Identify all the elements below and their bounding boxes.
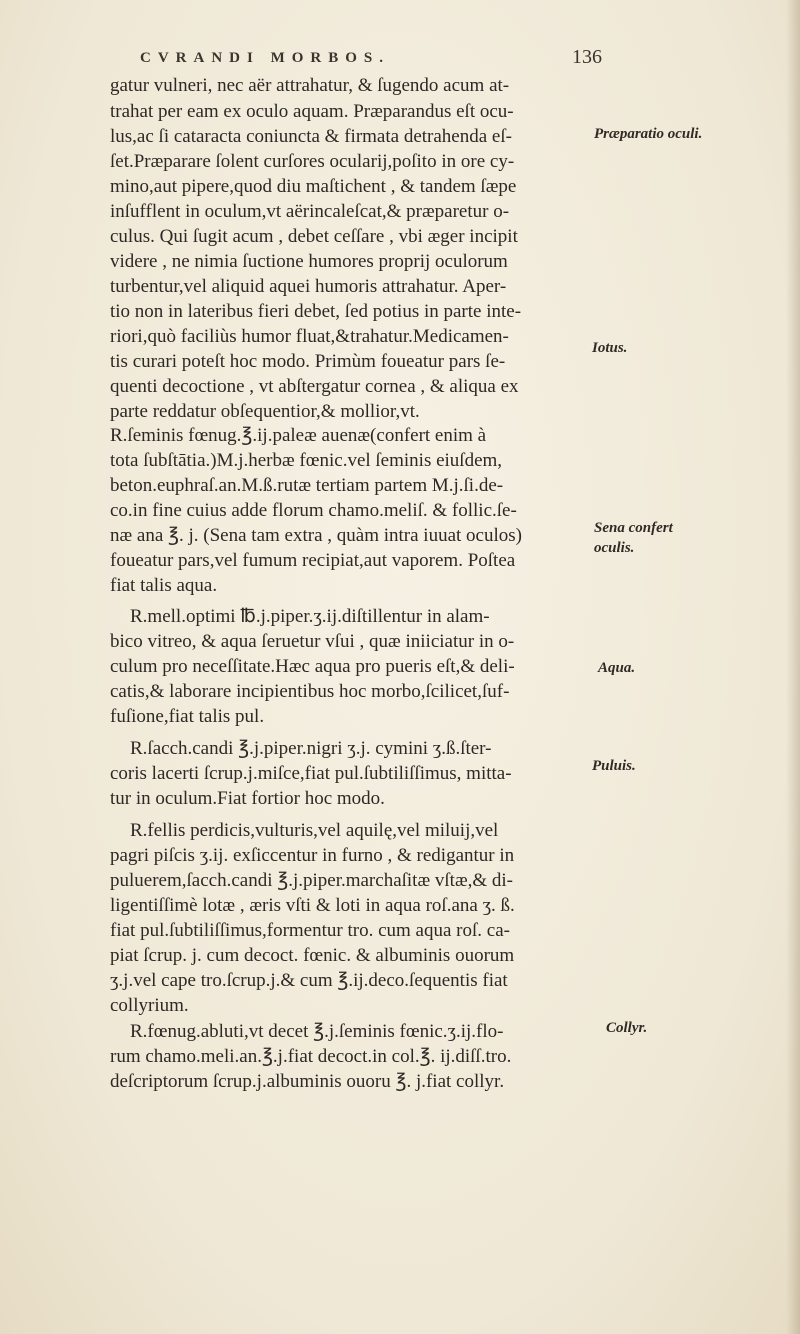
text-line: parte reddatur obſequentior,& mollior,vt.	[110, 401, 420, 422]
text-line: tur in oculum.Fiat fortior hoc modo.	[110, 788, 385, 809]
text-line: bico vitreo, & aqua ſeruetur vſui , quæ iniiciatur in o-	[110, 631, 515, 652]
text-line: culus. Qui ſugit acum , debet ceſſare , vbi æger incipit	[110, 226, 518, 247]
text-line: fuſione,fiat talis pul.	[110, 706, 265, 727]
text-line: lus,ac ſi cataracta coniuncta & firmata detrahenda eſ-	[110, 126, 512, 147]
text-line: collyrium.	[110, 995, 189, 1016]
marginal-note: Sena confert oculis.	[594, 520, 673, 556]
text-line: tio non in lateribus fieri debet, ſed potius in parte inte-	[110, 301, 522, 322]
page-number: 136	[572, 46, 602, 68]
marginal-note: Iotus.	[592, 340, 628, 356]
text-line: næ ana ℥. j. (Sena tam extra , quàm intra iuuat oculos)	[110, 525, 522, 546]
text-line: puluerem,ſacch.candi ℥.j.piper.marchaſitæ vſtæ,& di-	[110, 870, 513, 891]
text-line: deſcriptorum ſcrup.j.albuminis ouoru ℥. j.fiat collyr.	[110, 1071, 505, 1092]
text-line: ligentiſſimè lotæ , æris vſti & loti in aqua roſ.ana ʒ. ß.	[110, 895, 515, 916]
text-line: piat ſcrup. j. cum decoct. fœnic. & albuminis ouorum	[110, 945, 515, 966]
text-line: mino,aut pipere,quod diu maſtichent , & tandem ſæpe	[110, 176, 517, 197]
text-line: fiat talis aqua.	[110, 575, 218, 596]
text-line: co.in fine cuius adde florum chamo.meliſ. & follic.ſe-	[110, 500, 517, 521]
text-line: ʒ.j.vel cape tro.ſcrup.j.& cum ℥.ij.deco.ſequentis fiat	[110, 970, 508, 991]
marginal-note: Puluis.	[592, 758, 636, 774]
text-line: catis,& laborare incipientibus hoc morbo,ſcilicet,ſuf-	[110, 681, 510, 702]
marginal-note: Collyr.	[606, 1020, 648, 1036]
marginal-note: Aqua.	[598, 660, 636, 676]
text-line: videre , ne nimia ſuctione humores proprij oculorum	[110, 251, 508, 272]
text-line: beton.euphraſ.an.M.ß.rutæ tertiam partem M.j.ſi.de-	[110, 475, 504, 496]
text-line: inſufflent in oculum,vt aërincaleſcat,& præparetur o-	[110, 201, 510, 222]
text-line: pagri piſcis ʒ.ij. exſiccentur in furno , & redigantur in	[110, 845, 515, 866]
text-line: R.ſeminis fœnug.℥.ij.paleæ auenæ(confert enim à	[110, 425, 487, 446]
text-line: foueatur pars,vel fumum recipiat,aut vaporem. Poſtea	[110, 550, 516, 571]
text-line: R.fœnug.abluti,vt decet ℥.j.ſeminis fœnic.ʒ.ij.flo-	[130, 1021, 504, 1042]
text-line: quenti decoctione , vt abſtergatur cornea , & aliqua ex	[110, 376, 519, 397]
text-line: rum chamo.meli.an.℥.j.fiat decoct.in col.℥. ij.diſſ.tro.	[110, 1046, 512, 1067]
text-line: tota ſubſtātia.)M.j.herbæ fœnic.vel ſeminis eiuſdem,	[110, 450, 503, 471]
text-line: gatur vulneri, nec aër attrahatur, & ſugendo acum at-	[110, 75, 510, 96]
text-line: turbentur,vel aliquid aquei humoris attrahatur. Aper-	[110, 276, 507, 297]
text-line: ſet.Præparare ſolent curſores ocularij,poſito in ore cy-	[110, 151, 515, 172]
text-line: culum pro neceſſitate.Hæc aqua pro pueris eſt,& deli-	[110, 656, 515, 677]
text-line: R.fellis perdicis,vulturis,vel aquilę,vel miluij,vel	[130, 820, 499, 841]
text-line: R.ſacch.candi ℥.j.piper.nigri ʒ.j. cymini ʒ.ß.ſter-	[130, 738, 492, 759]
text-line: tis curari poteſt hoc modo. Primùm foueatur pars ſe-	[110, 351, 506, 372]
text-line: riori,quò faciliùs humor fluat,&trahatur.Medicamen-	[110, 326, 509, 347]
marginal-note: Præparatio oculi.	[594, 126, 703, 142]
page-edge-shadow	[786, 0, 800, 1334]
text-line: fiat pul.ſubtiliſſimus,formentur tro. cum aqua roſ. ca-	[110, 920, 510, 941]
text-line: trahat per eam ex oculo aquam. Præparandus eſt ocu-	[110, 101, 514, 122]
text-line: R.mell.optimi ℔.j.piper.ʒ.ij.diſtillentur in alam-	[130, 606, 490, 627]
running-title: CVRANDI MORBOS.	[140, 50, 391, 66]
text-line: coris lacerti ſcrup.j.miſce,fiat pul.ſubtiliſſimus, mitta-	[110, 763, 512, 784]
